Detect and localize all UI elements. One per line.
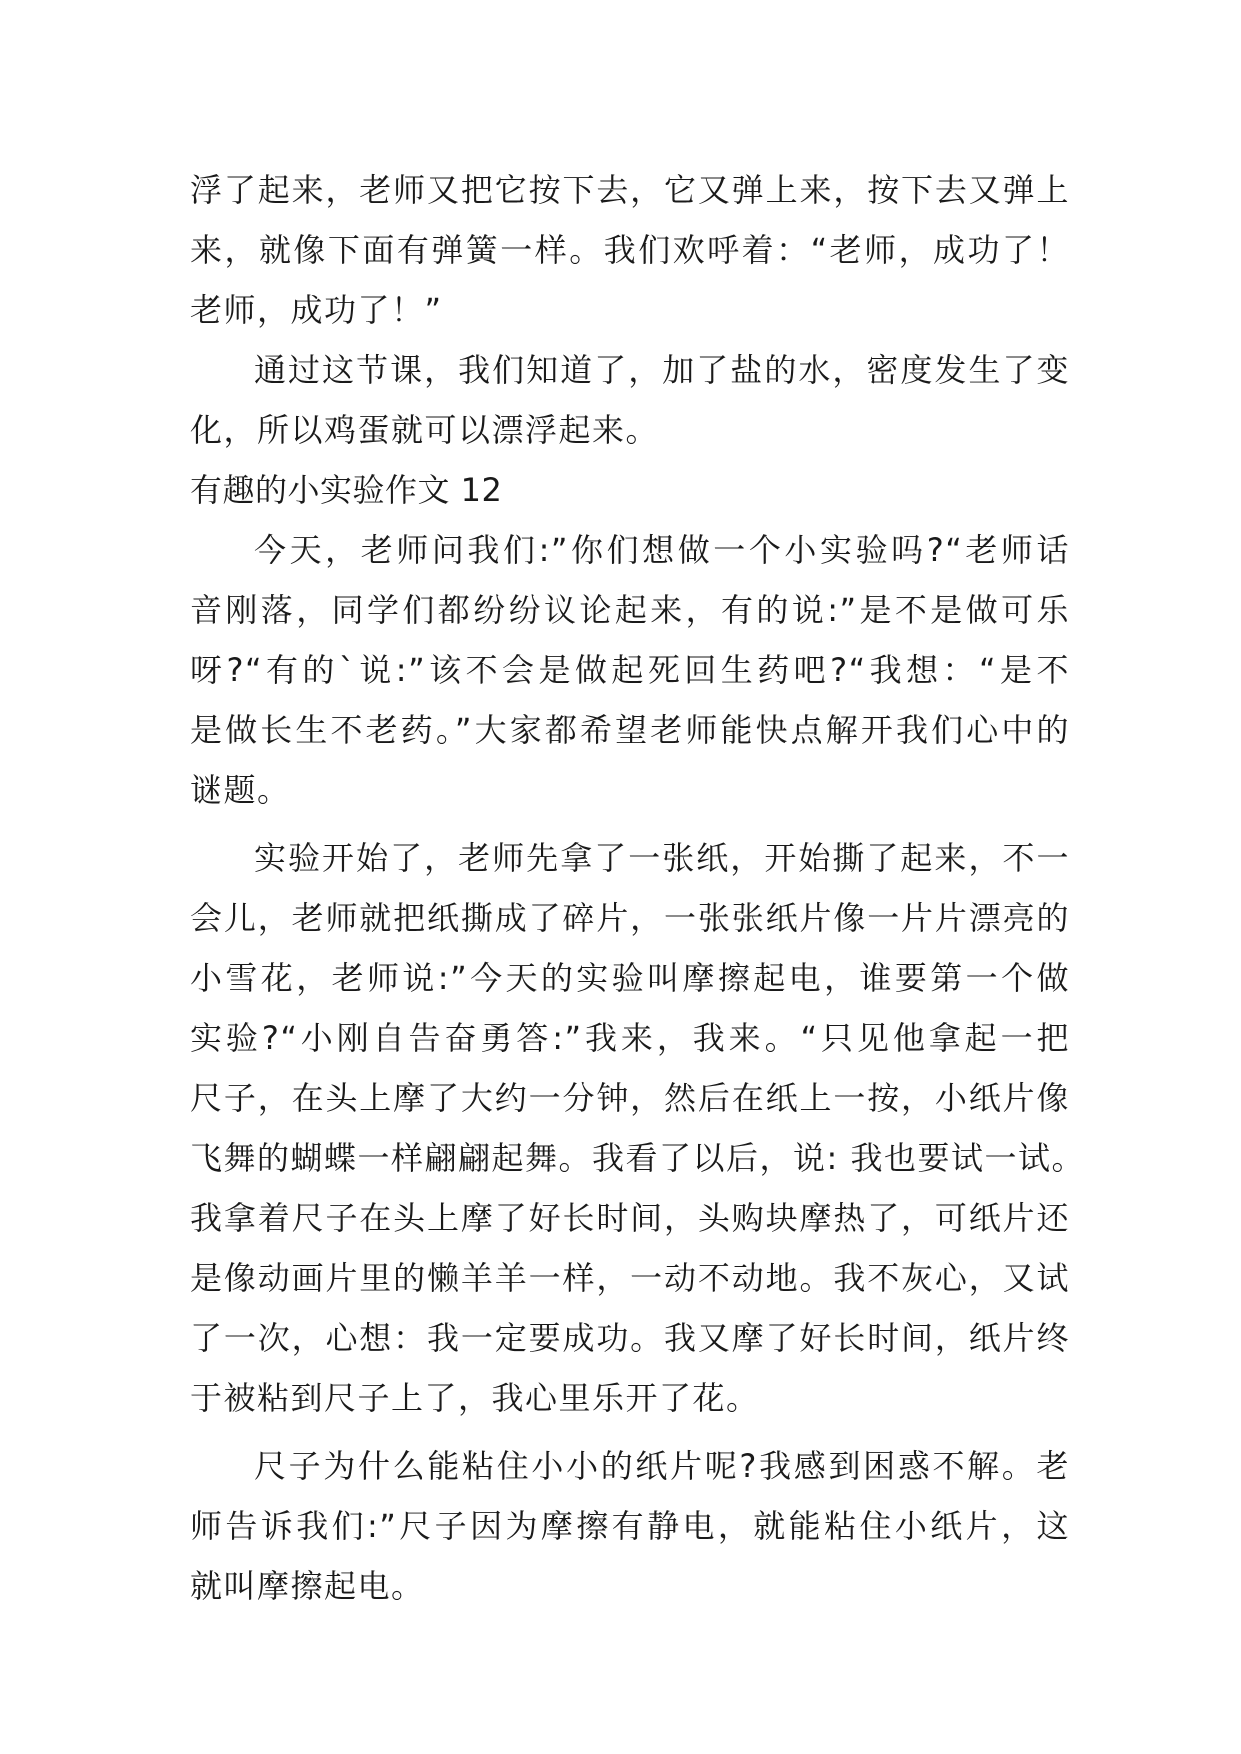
- text-line: 于被粘到尺子上了，我心里乐开了花。: [190, 1379, 760, 1417]
- text-line: 通过这节课，我们知道了，加了盐的水，密度发生了变: [254, 351, 1070, 389]
- text-line: 实验?“小刚自告奋勇答:”我来，我来。“只见他拿起一把: [190, 1019, 1070, 1057]
- text-line: 浮了起来，老师又把它按下去，它又弹上来，按下去又弹上: [190, 171, 1070, 209]
- text-line: 化，所以鸡蛋就可以漂浮起来。: [190, 411, 660, 449]
- text-line: 就叫摩擦起电。: [190, 1567, 425, 1605]
- paragraph-gap: [190, 820, 1070, 828]
- document-page: [190, 160, 1085, 1616]
- text-line: 是像动画片里的懒羊羊一样，一动不动地。我不灰心，又试: [190, 1259, 1070, 1297]
- text-line: 我拿着尺子在头上摩了好长时间，头购块摩热了，可纸片还: [190, 1199, 1070, 1237]
- text-line: 飞舞的蝴蝶一样翩翩起舞。我看了以后，说: 我也要试一试。: [190, 1139, 1085, 1177]
- paragraph-experiment: [190, 828, 1085, 1428]
- paragraph-continued: [190, 160, 1070, 340]
- text-line: 会儿，老师就把纸撕成了碎片，一张张纸片像一片片漂亮的: [190, 899, 1070, 937]
- text-line: 老师，成功了！”: [190, 291, 443, 329]
- text-line: 了一次，心想：我一定要成功。我又摩了好长时间，纸片终: [190, 1319, 1070, 1357]
- text-line: 今天，老师问我们:”你们想做一个小实验吗?“老师话: [254, 531, 1070, 569]
- paragraph-gap: [190, 1428, 1070, 1436]
- text-line: 实验开始了，老师先拿了一张纸，开始撕了起来，不一: [254, 839, 1070, 877]
- paragraph-conclusion: [190, 340, 1070, 460]
- text-line: 呀?“有的`说:”该不会是做起死回生药吧?“我想：“是不: [190, 651, 1070, 689]
- paragraph-explanation: [190, 1436, 1070, 1616]
- essay-heading: 有趣的小实验作文 12: [190, 471, 503, 509]
- text-line: 音刚落，同学们都纷纷议论起来，有的说:”是不是做可乐: [190, 591, 1070, 629]
- text-line: 小雪花，老师说:”今天的实验叫摩擦起电，谁要第一个做: [190, 959, 1070, 997]
- paragraph-intro: [190, 520, 1070, 820]
- text-line: 是做长生不老药。”大家都希望老师能快点解开我们心中的: [190, 711, 1070, 749]
- text-line: 谜题。: [190, 771, 291, 809]
- text-line: 尺子，在头上摩了大约一分钟，然后在纸上一按，小纸片像: [190, 1079, 1070, 1117]
- text-line: 来，就像下面有弹簧一样。我们欢呼着：“老师，成功了！: [190, 231, 1070, 269]
- text-line: 师告诉我们:”尺子因为摩擦有静电，就能粘住小纸片，这: [190, 1507, 1070, 1545]
- text-line: 尺子为什么能粘住小小的纸片呢?我感到困惑不解。老: [254, 1447, 1070, 1485]
